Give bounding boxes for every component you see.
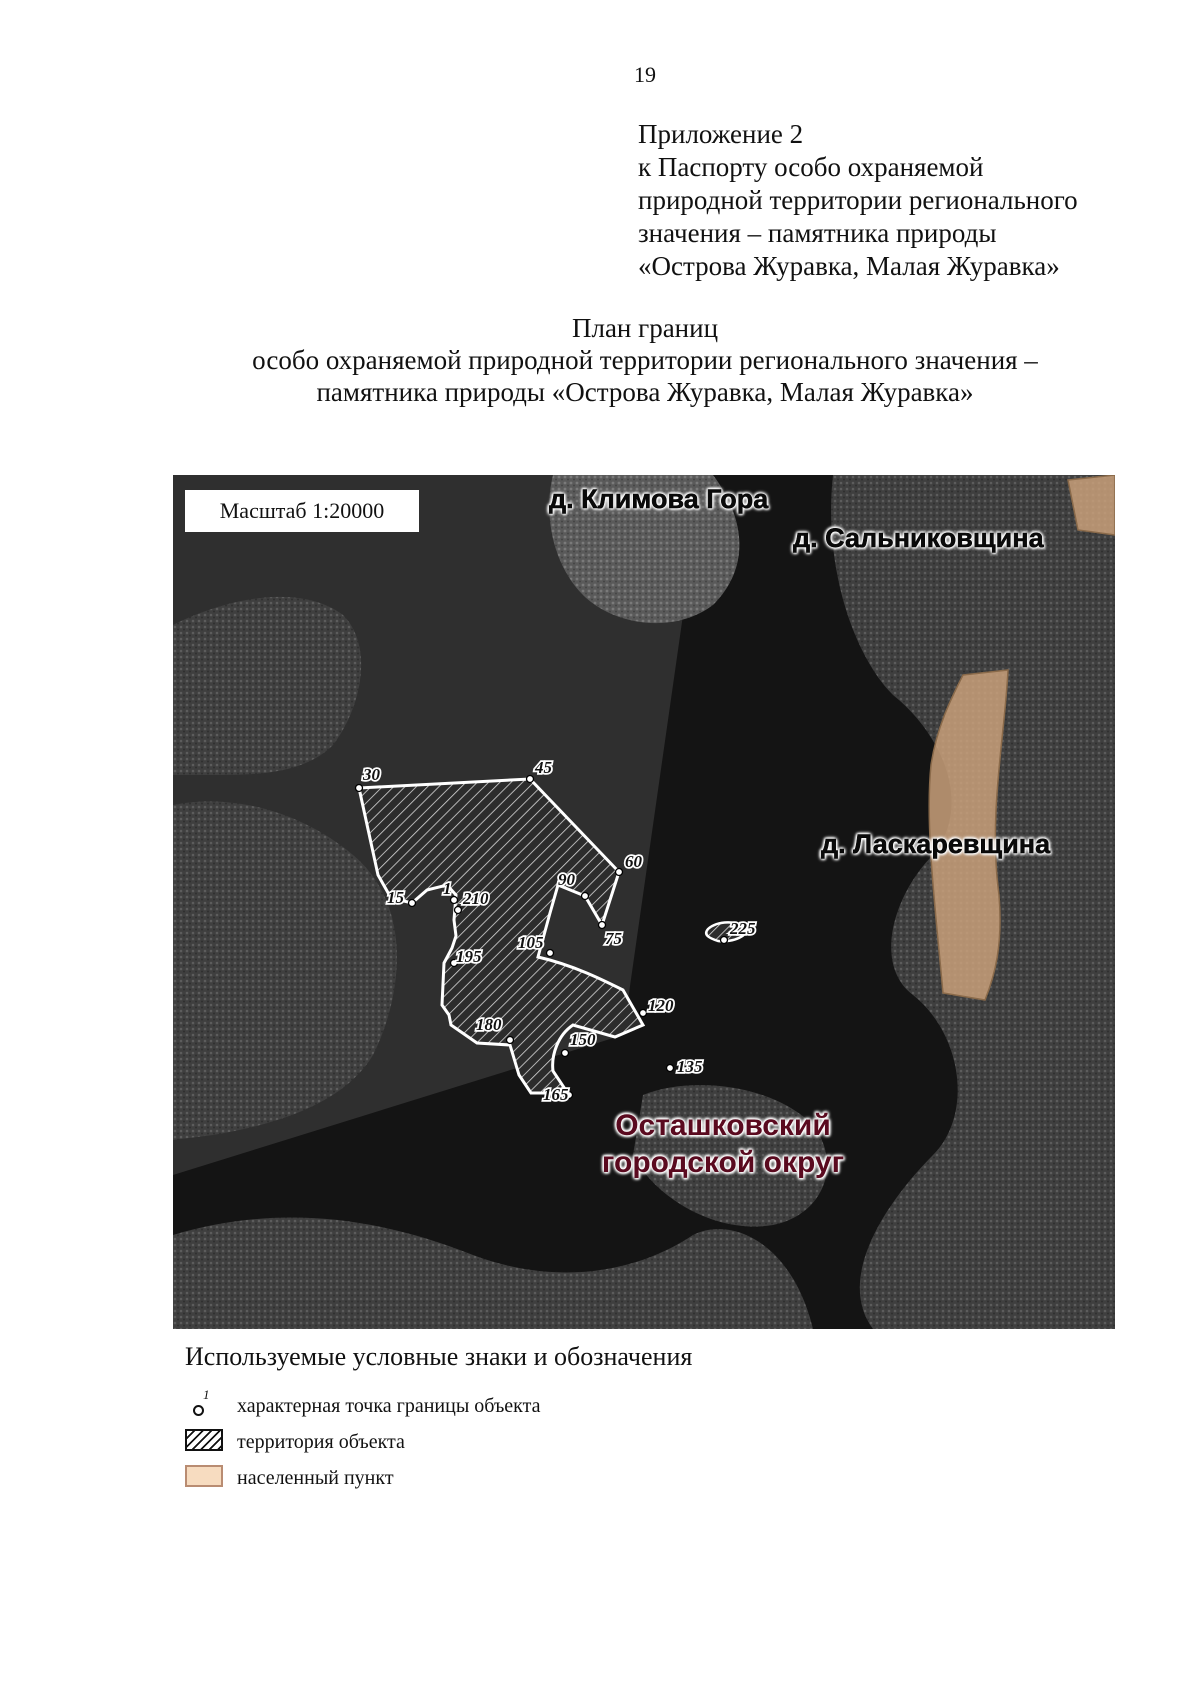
district-label-line: городской округ: [601, 1146, 845, 1179]
boundary-point-210: [455, 907, 462, 914]
plan-title-line: памятника природы «Острова Журавка, Малая Журавка»: [316, 377, 974, 407]
point-label-180: 180: [476, 1015, 502, 1034]
boundary-point-1: [451, 897, 458, 904]
page-number: 19: [634, 62, 656, 87]
plan-title: [0, 312, 1200, 408]
point-label-225: 225: [730, 919, 756, 938]
boundary-point-30: [356, 785, 363, 792]
map-scale: Масштаб 1:20000: [185, 490, 419, 532]
appendix-line: к Паспорту особо охраняемой: [638, 152, 984, 182]
appendix-line: природной территории регионального: [638, 185, 1078, 215]
point-label-135: 135: [677, 1057, 703, 1076]
district-label-line: Осташковский: [615, 1109, 831, 1142]
plan-title-line: особо охраняемой природной территории регионального значения –: [252, 345, 1038, 375]
point-label-165: 165: [543, 1085, 569, 1104]
district-label: [593, 1107, 853, 1181]
boundary-point-150: [562, 1050, 569, 1057]
point-label-105: 105: [518, 933, 544, 952]
legend-item-settlement: [185, 1464, 394, 1492]
boundary-point-15: [409, 900, 416, 907]
appendix-line: Приложение 2: [638, 119, 804, 149]
point-label-150: 150: [570, 1030, 596, 1049]
point-label-60: 60: [625, 852, 642, 871]
boundary-point-45: [527, 776, 534, 783]
legend-label: населенный пункт: [237, 1466, 394, 1489]
appendix-line: «Острова Журавка, Малая Журавка»: [638, 251, 1060, 281]
legend-point-number: 1: [203, 1387, 210, 1402]
boundary-point-180: [507, 1037, 514, 1044]
point-label-15: 15: [387, 888, 404, 907]
point-label-75: 75: [605, 929, 622, 948]
point-label-120: 120: [648, 996, 674, 1015]
settlement-area-symbol: [185, 1465, 225, 1491]
point-label-210: 210: [463, 889, 489, 908]
boundary-point-symbol: [185, 1387, 225, 1419]
legend-item-territory: [185, 1428, 405, 1456]
boundary-point-225: [721, 937, 728, 944]
appendix-header: [638, 118, 1078, 283]
boundary-point-60: [616, 869, 623, 876]
point-label-90: 90: [558, 870, 575, 889]
place-label-klimova-gora: д. Климова Гора: [549, 484, 769, 514]
boundary-point-90: [582, 893, 589, 900]
map-canvas: [173, 475, 1115, 1329]
point-label-195: 195: [456, 947, 482, 966]
boundary-point-135: [667, 1065, 674, 1072]
legend-label: характерная точка границы объекта: [237, 1394, 541, 1417]
point-label-45: 45: [535, 758, 552, 777]
appendix-line: значения – памятника природы: [638, 218, 997, 248]
boundary-map: [173, 475, 1115, 1329]
point-label-1: 1: [443, 879, 452, 898]
place-label-laskarevshchina: д. Ласкаревщина: [821, 829, 1051, 859]
legend-title: Используемые условные знаки и обозначения: [185, 1342, 693, 1371]
hatched-area-symbol: [185, 1429, 225, 1455]
boundary-point-75: [599, 922, 606, 929]
point-label-30: 30: [363, 765, 380, 784]
place-label-salnikovshchina: д. Сальниковщина: [793, 523, 1044, 553]
plan-title-line: План границ: [571, 313, 719, 343]
boundary-point-120: [640, 1010, 647, 1017]
legend-item-boundary-point: [185, 1387, 541, 1420]
boundary-point-105: [547, 950, 554, 957]
legend-label: территория объекта: [237, 1430, 405, 1453]
